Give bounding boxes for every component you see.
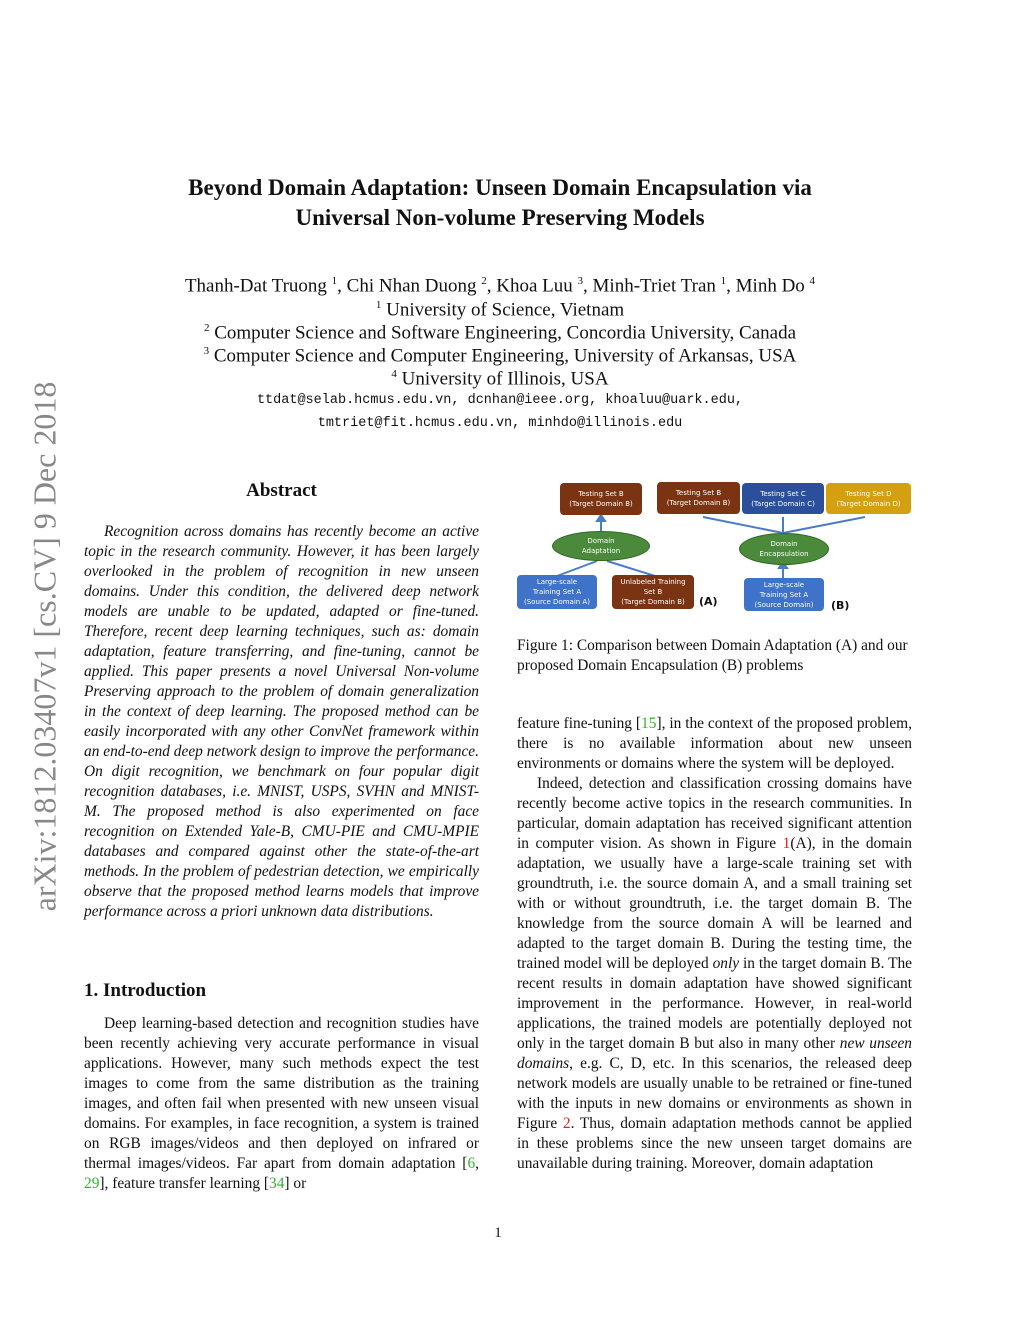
arxiv-identifier: arXiv:1812.03407v1 [cs.CV] 9 Dec 2018 [26,381,63,912]
emphasis: only [712,955,740,972]
source-domain-box: Large-scale Training Set A (Source Domain A) [517,575,597,609]
figure-caption: Figure 1: Comparison between Domain Adaptation (A) and our proposed Domain Encapsulation (B) problems [517,637,908,674]
text: ], in the context of the proposed problem, there is no available information about new unseen environments or domains where the system will be deployed. [517,715,913,772]
testing-set-b-box: Testing Set B (Target Domain B) [657,482,740,514]
author: Thanh-Dat Truong [184,275,327,297]
abstract-text: Recognition across domains has recently become an active topic in the research community. However, it has been largely overlooked in the problem of recognition in new unseen domains. Under this condition, the delivered deep network models are unable to be updated, adapted or fine-tuned. Therefore, recent deep learning techniques, such as: domain adaptation, feature transferring, and fine-tuning, cannot be applied. This paper presents a novel Universal Non-volume Preserving approach to the problem of domain generalization in the context of deep learning. The proposed method can be easily incorporated with any other ConvNet framework within an end-to-end deep network design to improve the performance. On digit recognition, we benchmark on four popular digit recognition databases, i.e. MNIST, USPS, SVHN and MNIST-M. The proposed method is also experimented on face recognition on Extended Yale-B, CMU-PIE and CMU-MPIE databases and compared against other the state-of-the-art methods. In the problem of pedestrian detection, we empirically observe that the proposed method learns models that improve performance across a priori unknown data distributions. [84,523,479,920]
testing-set-d-box: Testing Set D (Target Domain D) [826,483,911,514]
title-line: Universal Non-volume Preserving Models [295,205,705,230]
text: ], feature transfer learning [ [99,1175,270,1192]
unlabeled-training-box: Unlabeled Training Set B (Target Domain B) [612,575,694,609]
text: feature fine-tuning [ [517,715,642,732]
testing-set-c-box: Testing Set C (Target Domain C) [742,483,824,514]
affil-sup: 1 [331,275,338,287]
text: (A), in the domain adaptation, we usually have a large-scale training set with groundtruth, i.e. the source domain A, and a small training set with or without groundtruth, i.e. the target domain B. The knowledge from the source domain A will be learned and adapted to the target domain B. During the testing time, the trained model will be deployed [517,835,912,972]
affil-sup: 3 [577,275,584,287]
page-number: 1 [494,1225,502,1241]
email-line: tmtriet@fit.hcmus.edu.vn, minhdo@illinois.edu [317,416,683,431]
affiliation [100,363,900,390]
email-line: ttdat@selab.hcmus.edu.vn, dcnhan@ieee.org, khoaluu@uark.edu, [256,393,744,408]
author: , Minh-Triet Tran [583,275,716,297]
citation-link[interactable]: 34 [269,1175,285,1192]
affil-text: University of Illinois, USA [401,368,609,390]
intro-paragraph [84,1014,479,1194]
affil-sup: 2 [481,275,487,287]
emphasis: new unseen domains [517,1035,912,1072]
affil-sup: 4 [809,275,816,287]
abstract-heading: Abstract [246,480,317,501]
label-a: (A) [699,595,718,608]
affil-sup: 1 [375,299,382,311]
section-heading: 1. Introduction [84,980,207,1001]
affil-sup: 2 [203,322,210,334]
text: ] or [284,1175,307,1192]
text: , e.g. C, D, etc. In this scenarios, the released deep network models are usually unable to be retrained or fine-tuned with the inputs in new domains or environments as shown in Figure [517,1055,912,1132]
title-line: Beyond Domain Adaptation: Unseen Domain Encapsulation via [188,175,812,200]
text: Indeed, detection and classification crossing domains have recently become active topics in the research communities. In particular, domain adaptation has received significant attention in computer vision. As shown in Figure [517,775,912,852]
testing-set-b-box: Testing Set B (Target Domain B) [560,483,642,515]
domain-adaptation-ellipse: Domain Adaptation [552,531,650,561]
citation-link[interactable]: 6 [467,1155,476,1172]
text: in the target domain B. The recent results in domain adaptation have showed significant improvement in the performance. However, in real-world applications, the trained models are potentially deployed not only in the target domain B but also in many other [517,955,912,1052]
figure-link[interactable]: 2 [562,1115,571,1132]
label-b: (B) [831,599,850,612]
affil-sup: 3 [203,345,210,357]
affil-sup: 1 [720,275,727,287]
body-paragraph [517,774,912,1174]
figure-1-diagram [510,475,920,620]
source-domain-box: Large-scale Training Set A (Source Domain) [744,578,824,611]
figure-link[interactable]: 1 [782,835,791,852]
domain-encapsulation-ellipse: Domain Encapsulation [739,533,829,565]
citation-link[interactable]: 29 [84,1175,100,1192]
text: Deep learning-based detection and recognition studies have been recently achieving very accurate performance in visual applications. However, many such methods expect the test images to come from the same distribution as the training images, and often fail when presented with new unseen visual domains. For examples, in face recognition, a system is trained on RGB images/videos and then deployed on infrared or thermal images/videos. Far apart from domain adaptation [ [84,1015,479,1172]
body-paragraph [517,714,912,774]
paper-title [120,173,880,233]
author: , Khoa Luu [486,275,573,297]
text: . Thus, domain adaptation methods cannot be applied in these problems since the new unseen target domains are unavailable during training. Moreover, domain adaptation [517,1115,912,1172]
citation-link[interactable]: 15 [641,715,657,732]
text: , [475,1155,479,1172]
affil-text: Computer Science and Computer Engineering, University of Arkansas, USA [213,345,797,367]
affil-text: Computer Science and Software Engineering, Concordia University, Canada [214,322,797,344]
author: , Minh Do [726,275,805,297]
affil-text: University of Science, Vietnam [386,299,625,321]
author: , Chi Nhan Duong [337,275,477,297]
affil-sup: 4 [391,368,397,380]
